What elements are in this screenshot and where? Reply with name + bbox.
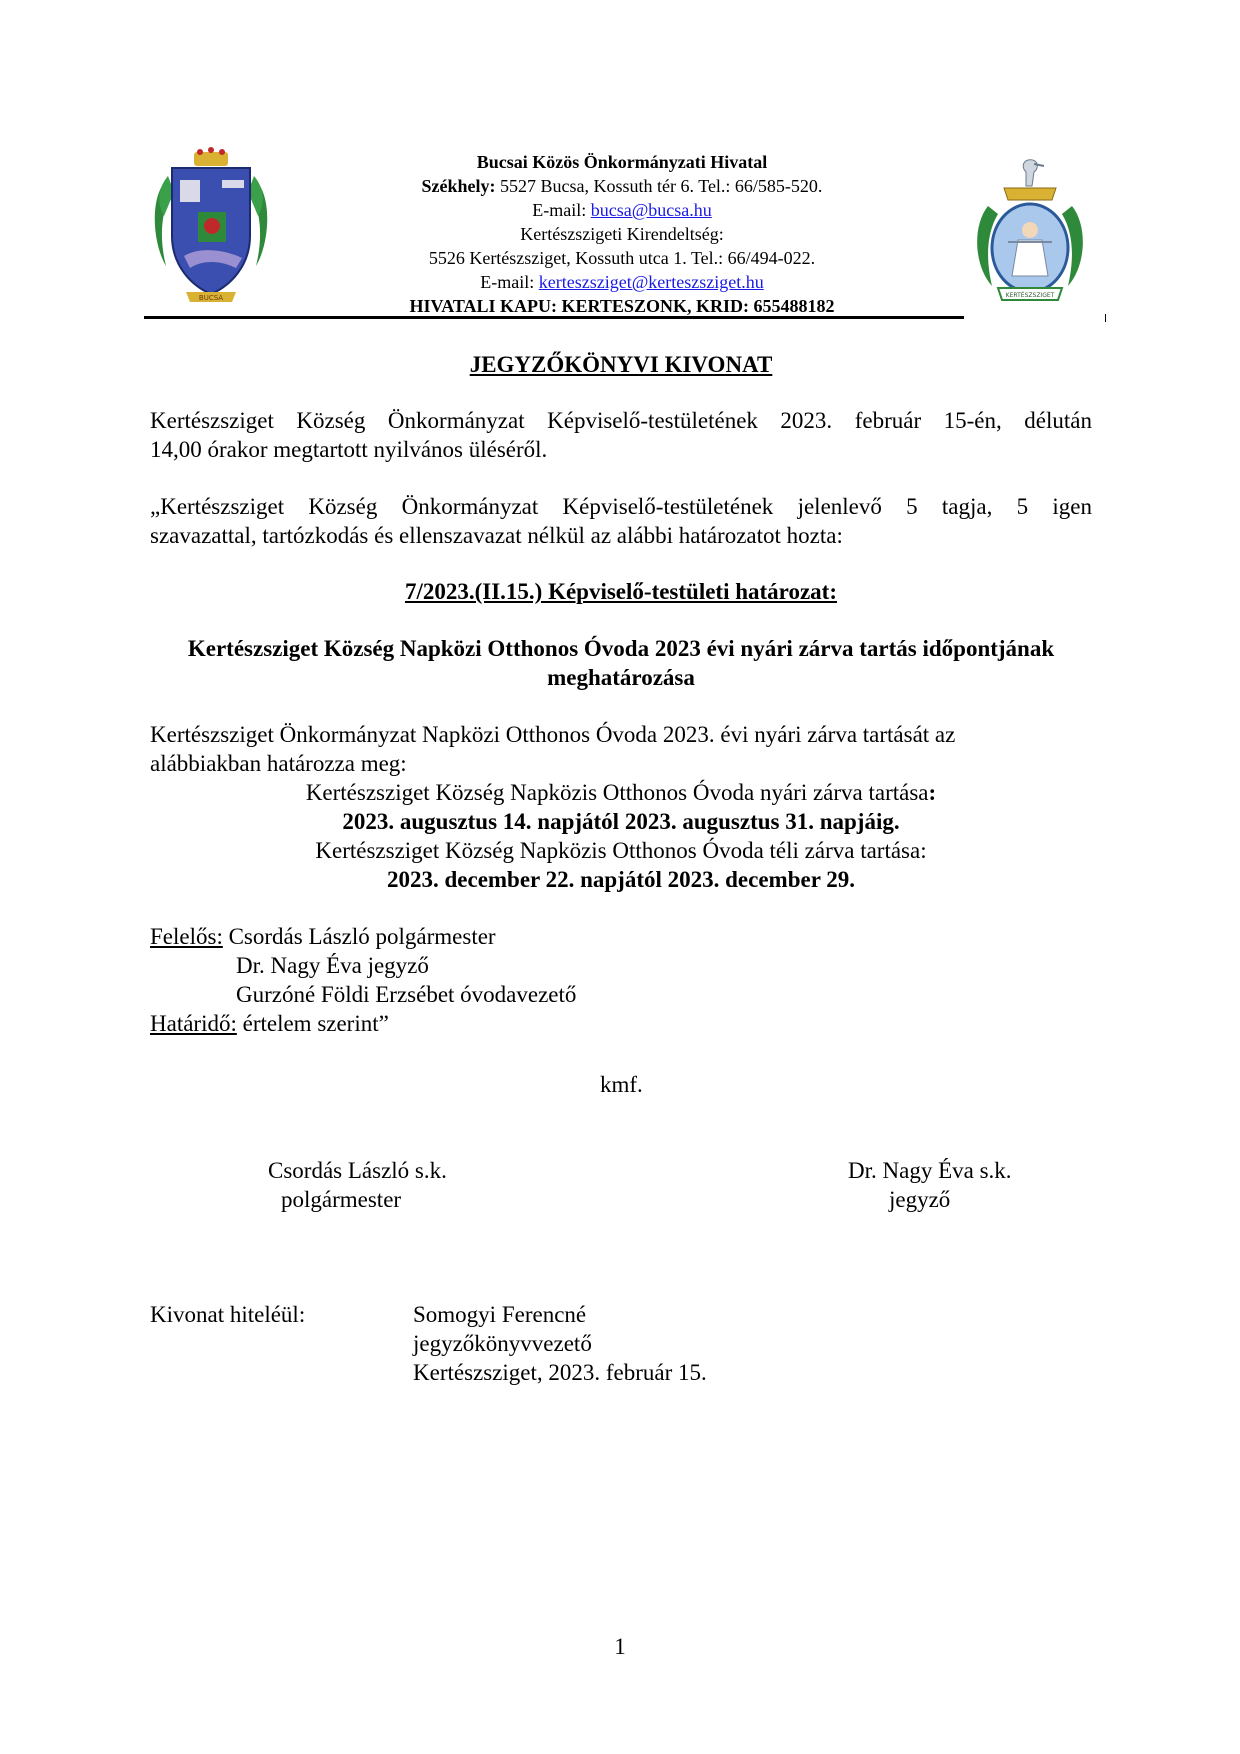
seat-address: 5527 Bucsa, Kossuth tér 6. Tel.: 66/585-520. [495,176,823,196]
deadline-line [150,1009,950,1038]
email1-link[interactable]: bucsa@bucsa.hu [590,200,712,220]
small-tick-mark [1105,314,1106,322]
signature-left-title: polgármester [281,1187,402,1212]
header-rule [144,316,964,319]
intro-line-1: Kertészsziget Község Önkormányzat Képviselő-testületének 2023. február 15-én, délután [150,408,1092,433]
gateway-line: HIVATALI KAPU: KERTESZONK, KRID: 655488182 [409,296,835,316]
responsible-label: Felelős: [150,924,223,949]
email1-line [372,198,872,222]
winter-closure-label: Kertészsziget Község Napközis Otthonos Óvoda téli zárva tartása: [315,838,927,863]
email2-label: E-mail: [480,272,539,292]
certification-name: Somogyi Ferencné [413,1302,587,1327]
deadline-label: Határidő: [150,1011,237,1036]
signature-left-name: Csordás László s.k. [268,1158,447,1183]
certification-role: jegyzőkönyvvezető [413,1331,592,1356]
email1-label: E-mail: [532,200,591,220]
intro-line-2: 14,00 órakor megtartott nyilvános üléséről. [150,437,548,462]
kerteszsziget-coat-of-arms [968,156,1092,308]
certification-place-date: Kertészsziget, 2023. február 15. [413,1360,707,1385]
responsible-person-2: Dr. Nagy Éva jegyző [236,953,429,978]
kmf-mark: kmf. [600,1072,643,1097]
signature-right-title: jegyző [889,1187,951,1212]
responsible-person-3: Gurzóné Földi Erzsébet óvodavezető [236,982,577,1007]
bucsa-crest-label: BUCSA [198,294,224,302]
summer-closure-dates: 2023. augusztus 14. napjától 2023. augusztus 31. napjáig. [342,809,900,834]
signature-right-name: Dr. Nagy Éva s.k. [848,1158,1012,1183]
seat-line [372,174,872,198]
seat-label: Székhely: [421,176,496,196]
document-title: JEGYZŐKÖNYVI KIVONAT [469,352,773,377]
resolution-body-line-1: Kertészsziget Önkormányzat Napközi Otthonos Óvoda 2023. évi nyári zárva tartását az [150,722,956,747]
letterhead [372,150,872,320]
deadline-value: értelem szerint” [236,1011,389,1036]
email2-line [372,270,872,294]
resolution-body-line-2: alábbiakban határozza meg: [150,751,407,776]
resolution-title-line-2: meghatározása [547,665,695,690]
summer-closure-colon: : [928,780,937,805]
resolution-title-line-1: Kertészsziget Község Napközi Otthonos Óvoda 2023 évi nyári zárva tartás időpontjának [187,636,1055,661]
quote-line-2: szavazattal, tartózkodás és ellenszavazat nélkül az alábbi határozatot hozta: [150,523,843,548]
kerteszsziget-crest-label: KERTÉSZSZIGET [1005,292,1055,299]
email2-link[interactable]: kerteszsziget@kerteszsziget.hu [538,272,764,292]
branch-address: 5526 Kertészsziget, Kossuth utca 1. Tel.: 66/494-022. [428,248,816,268]
page-number: 1 [614,1634,626,1659]
certification-label: Kivonat hiteléül: [150,1302,306,1327]
office-name: Bucsai Közös Önkormányzati Hivatal [476,152,768,172]
responsible-line [150,922,950,951]
resolution-number: 7/2023.(II.15.) Képviselő-testületi határozat: [404,579,838,604]
winter-closure-dates: 2023. december 22. napjától 2023. december 29. [386,867,856,892]
responsible-person-1: Csordás László polgármester [222,924,496,949]
summer-closure-label [150,778,1092,807]
bucsa-coat-of-arms [150,146,272,306]
summer-closure-text: Kertészsziget Község Napközis Otthonos Óvoda nyári zárva tartása [305,780,929,805]
quote-line-1: „Kertészsziget Község Önkormányzat Képviselő-testületének jelenlevő 5 tagja, 5 igen [150,494,1092,519]
branch-name: Kertészszigeti Kirendeltség: [520,224,724,244]
